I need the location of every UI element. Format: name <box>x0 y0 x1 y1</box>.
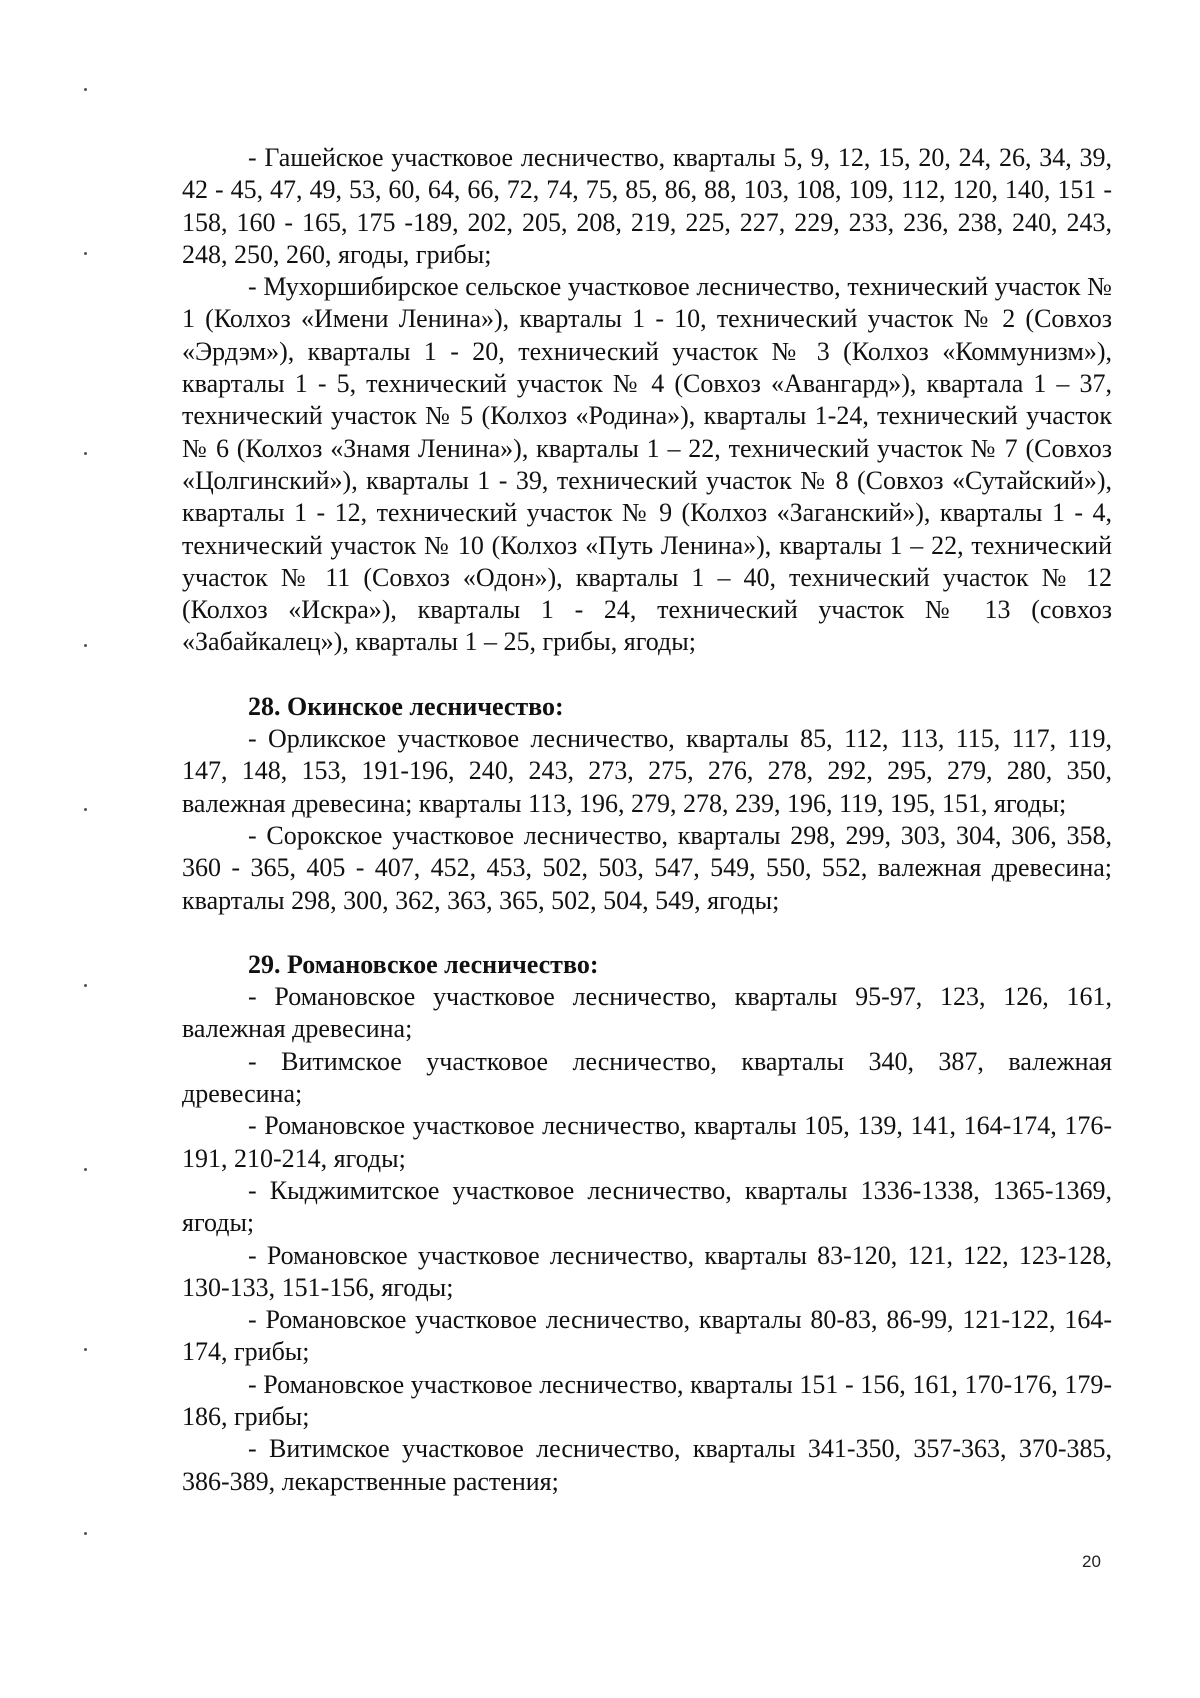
paragraph-orlikskoe: - Орликское участковое лесничество, кварталы 85, 112, 113, 115, 117, 119, 147, 148, 153, 191-196, 240, 243, 273, 275, 276, 278, 292, 295, 279, 280, 350, валежная древесина; кварталы 113, 196, 279, 278, 239, 196, 119, 195, 151, ягоды; <box>182 724 1112 818</box>
list-item: - Романовское участковое лесничество, кварталы 80-83, 86-99, 121-122, 164-174, грибы; <box>182 1305 1112 1367</box>
section-okinskoe <box>182 691 1112 917</box>
margin-mark <box>84 88 87 91</box>
document-body <box>182 142 1112 1498</box>
list-item: - Кыджимитское участковое лесничество, кварталы 1336-1338, 1365-1369, ягоды; <box>182 1175 1112 1238</box>
margin-mark <box>84 252 87 255</box>
section-heading: 28. Окинское лесничество: <box>248 691 564 721</box>
list-item: - Романовское участковое лесничество, кварталы 95-97, 123, 126, 161, валежная древесина; <box>182 982 1112 1044</box>
list-item: - Романовское участковое лесничество, кварталы 151 - 156, 161, 170-176, 179-186, грибы; <box>182 1369 1112 1431</box>
margin-mark <box>84 452 87 455</box>
margin-mark <box>84 1348 87 1351</box>
margin-mark <box>84 1532 87 1535</box>
paragraph-mukhorshibirskoe: - Мухоршибирское сельское участковое лесничество, технический участок № 1 (Колхоз «Имени Ленина»), кварталы 1 - 10, технический участок № 2 (Совхоз «Эрдэм»), кварталы 1 - 20, технический участок № 3 (Колхоз «Коммунизм»), кварталы 1 - 5, технический участок № 4 (Совхоз «Авангард»), квартала 1 – 37, технический участок № 5 (Колхоз «Родина»), кварталы 1-24, технический участок № 6 (Колхоз «Знамя Ленина»), кварталы 1 – 22, технический участок № 7 (Совхоз «Цолгинский»), кварталы 1 - 39, технический участок № 8 (Совхоз «Сутайский»), кварталы 1 - 12, технический участок № 9 (Колхоз «Заганский»), кварталы 1 - 4, технический участок № 10 (Колхоз «Путь Ленина»), кварталы 1 – 22, технический участок № 11 (Совхоз «Одон»), кварталы 1 – 40, технический участок № 12 (Колхоз «Искра»), кварталы 1 - 24, технический участок № 13 (совхоз «Забайкалец»), кварталы 1 – 25, грибы, ягоды; <box>182 272 1112 657</box>
list-item: - Витимское участковое лесничество, кварталы 341-350, 357-363, 370-385, 386-389, лекарственные растения; <box>182 1434 1112 1496</box>
page-number: 20 <box>1082 1552 1101 1571</box>
list-item: - Романовское участковое лесничество, кварталы 83-120, 121, 122, 123-128, 130-133, 151-156, ягоды; <box>182 1240 1112 1302</box>
list-item: - Романовское участковое лесничество, кварталы 105, 139, 141, 164-174, 176-191, 210-214, ягоды; <box>182 1111 1112 1173</box>
margin-mark <box>84 1168 87 1171</box>
margin-mark <box>84 644 87 647</box>
margin-mark <box>84 808 87 811</box>
list-item: - Витимское участковое лесничество, кварталы 340, 387, валежная древесина; <box>182 1046 1112 1109</box>
paragraph-sorokskoe: - Сорокское участковое лесничество, кварталы 298, 299, 303, 304, 306, 358, 360 - 365, 405 - 407, 452, 453, 502, 503, 547, 549, 550, 552, валежная древесина; кварталы 298, 300, 362, 363, 365, 502, 504, 549, ягоды; <box>182 820 1112 915</box>
paragraph-gasheyskoe: - Гашейское участковое лесничество, кварталы 5, 9, 12, 15, 20, 24, 26, 34, 39, 42 - 45, 47, 49, 53, 60, 64, 66, 72, 74, 75, 85, 86, 88, 103, 108, 109, 112, 120, 140, 151 - 158, 160 - 165, 175 -189, 202, 205, 208, 219, 225, 227, 229, 233, 236, 238, 240, 243, 248, 250, 260, ягоды, грибы; <box>182 143 1112 269</box>
margin-mark <box>84 984 87 987</box>
section-continuation <box>182 142 1112 659</box>
section-romanovskoe <box>182 949 1112 1498</box>
section-heading: 29. Романовское лесничество: <box>248 949 599 979</box>
